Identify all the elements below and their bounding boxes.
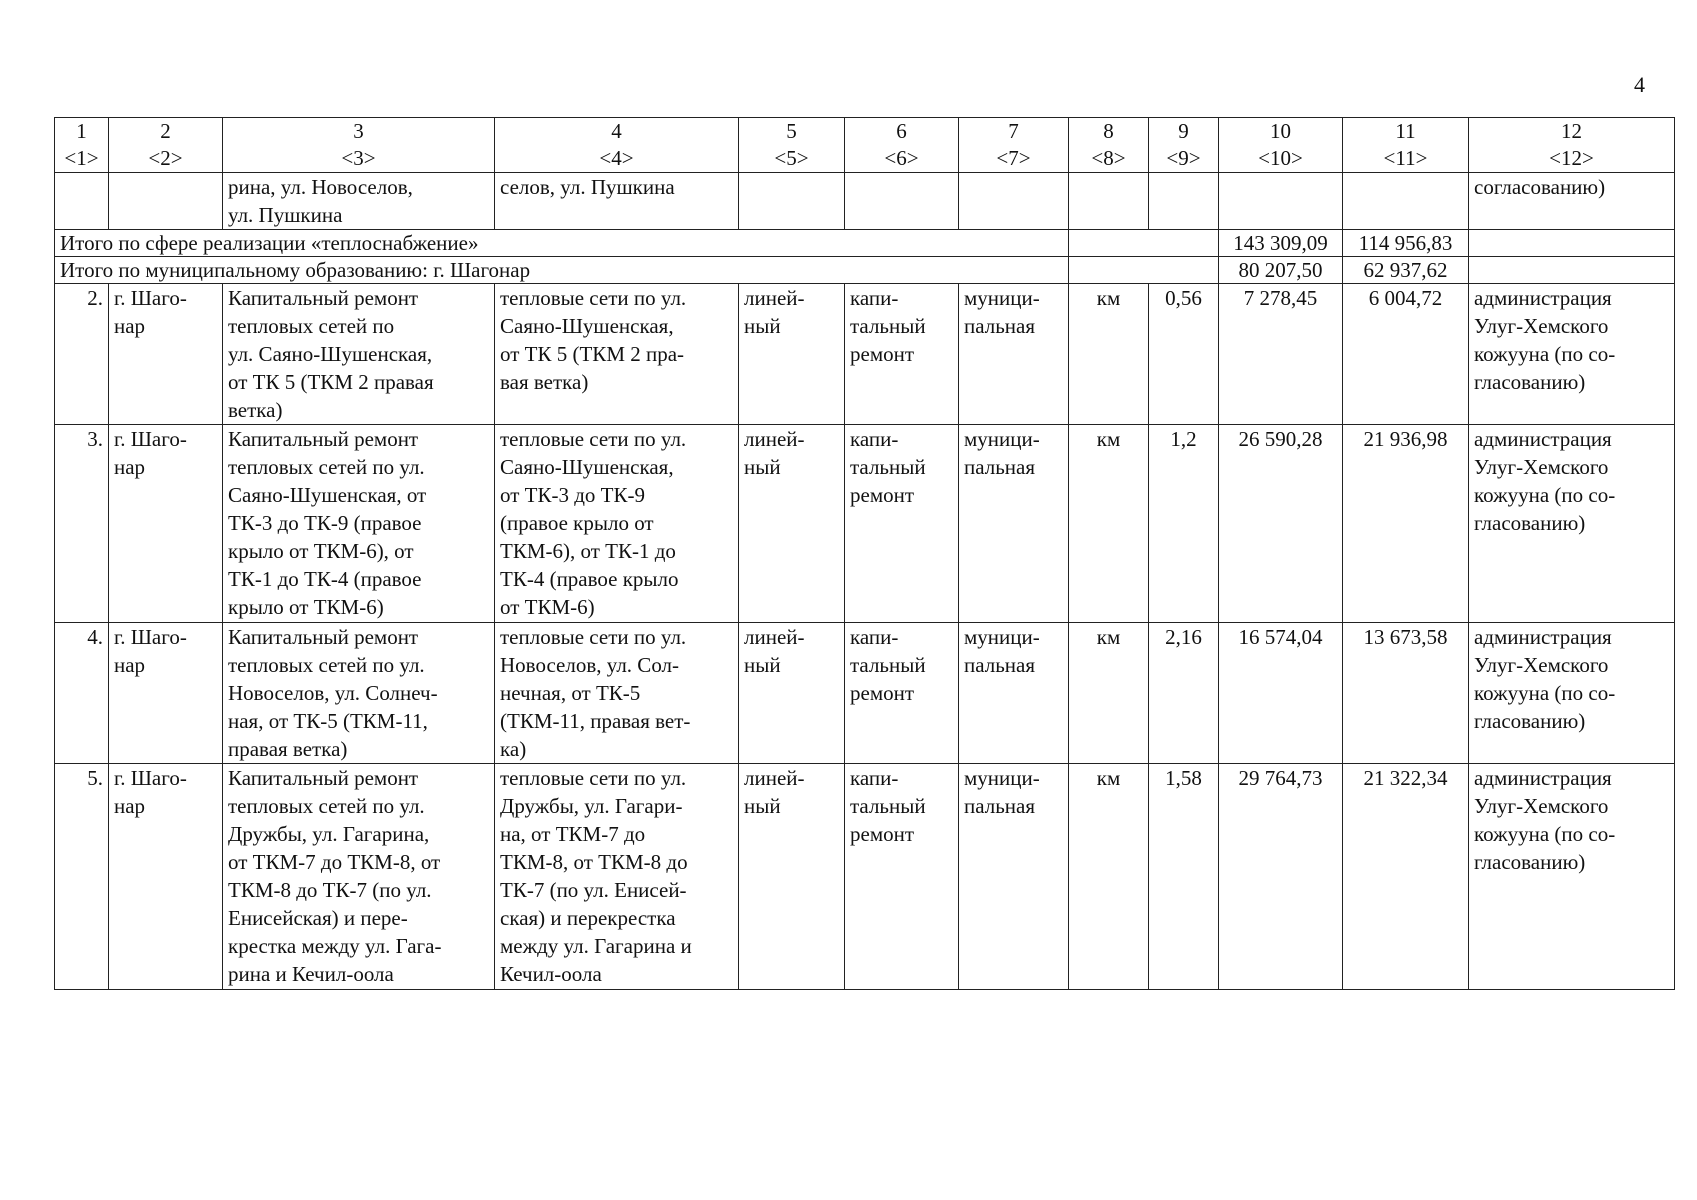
total-row-heat-supply (55, 230, 1675, 257)
total-empty (1069, 230, 1219, 257)
header-col-5: 5 <5> (739, 118, 845, 173)
cont-cell-1 (55, 173, 109, 230)
row-number: 5. (55, 764, 109, 990)
header-col-1: 1 <1> (55, 118, 109, 173)
row-work: капи- тальный ремонт (845, 425, 959, 623)
cont-cell-3: рина, ул. Новоселов, ул. Пушкина (223, 173, 495, 230)
total-empty-12 (1469, 230, 1675, 257)
header-col-8: 8 <8> (1069, 118, 1149, 173)
row-cost-10: 26 590,28 (1219, 425, 1343, 623)
table-row (55, 764, 1675, 990)
row-object: тепловые сети по ул. Саяно-Шушенская, от ТК 5 (ТКМ 2 пра- вая ветка) (495, 284, 739, 425)
row-name: Капитальный ремонт тепловых сетей по ул. Дружбы, ул. Гагарина, от ТКМ-7 до ТКМ-8, от ТКМ-8 до ТК-7 (по ул. Енисейская) и пере- крестка между ул. Гага- рина и Кечил-оола (223, 764, 495, 990)
continuation-row (55, 173, 1675, 230)
row-type: линей- ный (739, 764, 845, 990)
row-cost-10: 7 278,45 (1219, 284, 1343, 425)
header-col-3: 3 <3> (223, 118, 495, 173)
header-col-12: 12 <12> (1469, 118, 1675, 173)
total-empty (1069, 257, 1219, 284)
program-table (54, 117, 1675, 990)
total-value-10: 80 207,50 (1219, 257, 1343, 284)
cont-cell-10 (1219, 173, 1343, 230)
row-name: Капитальный ремонт тепловых сетей по ул. Новоселов, ул. Солнеч- ная, от ТК-5 (ТКМ-11, правая ветка) (223, 623, 495, 764)
row-object: тепловые сети по ул. Саяно-Шушенская, от ТК-3 до ТК-9 (правое крыло от ТКМ-6), от ТК-1 до ТК-4 (правое крыло от ТКМ-6) (495, 425, 739, 623)
cont-cell-12: согласованию) (1469, 173, 1675, 230)
header-col-4: 4 <4> (495, 118, 739, 173)
row-work: капи- тальный ремонт (845, 764, 959, 990)
cont-cell-8 (1069, 173, 1149, 230)
row-number: 4. (55, 623, 109, 764)
column-number-header-row (55, 118, 1675, 173)
row-quantity: 0,56 (1149, 284, 1219, 425)
row-ownership: муници- пальная (959, 764, 1069, 990)
table-row (55, 425, 1675, 623)
row-number: 2. (55, 284, 109, 425)
total-value-10: 143 309,09 (1219, 230, 1343, 257)
row-cost-11: 6 004,72 (1343, 284, 1469, 425)
row-type: линей- ный (739, 623, 845, 764)
header-col-6: 6 <6> (845, 118, 959, 173)
row-type: линей- ный (739, 425, 845, 623)
row-unit: км (1069, 425, 1149, 623)
row-ownership: муници- пальная (959, 284, 1069, 425)
row-work: капи- тальный ремонт (845, 623, 959, 764)
row-cost-11: 21 322,34 (1343, 764, 1469, 990)
header-col-7: 7 <7> (959, 118, 1069, 173)
cont-cell-6 (845, 173, 959, 230)
table-row (55, 284, 1675, 425)
row-cost-11: 21 936,98 (1343, 425, 1469, 623)
cont-cell-4: селов, ул. Пушкина (495, 173, 739, 230)
row-responsible: администрация Улуг-Хемского кожууна (по со- гласованию) (1469, 623, 1675, 764)
row-work: капи- тальный ремонт (845, 284, 959, 425)
row-quantity: 1,2 (1149, 425, 1219, 623)
row-name: Капитальный ремонт тепловых сетей по ул. Саяно-Шушенская, от ТК-3 до ТК-9 (правое крыло от ТКМ-6), от ТК-1 до ТК-4 (правое крыло от ТКМ-6) (223, 425, 495, 623)
header-col-11: 11 <11> (1343, 118, 1469, 173)
row-place: г. Шаго- нар (109, 764, 223, 990)
row-place: г. Шаго- нар (109, 425, 223, 623)
row-cost-10: 16 574,04 (1219, 623, 1343, 764)
cont-cell-2 (109, 173, 223, 230)
total-value-11: 114 956,83 (1343, 230, 1469, 257)
header-col-9: 9 <9> (1149, 118, 1219, 173)
cont-cell-7 (959, 173, 1069, 230)
row-name: Капитальный ремонт тепловых сетей по ул. Саяно-Шушенская, от ТК 5 (ТКМ 2 правая ветка) (223, 284, 495, 425)
row-responsible: администрация Улуг-Хемского кожууна (по со- гласованию) (1469, 284, 1675, 425)
cont-cell-5 (739, 173, 845, 230)
row-object: тепловые сети по ул. Новоселов, ул. Сол- нечная, от ТК-5 (ТКМ-11, правая вет- ка) (495, 623, 739, 764)
table-row (55, 623, 1675, 764)
row-unit: км (1069, 284, 1149, 425)
row-responsible: администрация Улуг-Хемского кожууна (по со- гласованию) (1469, 764, 1675, 990)
cont-cell-9 (1149, 173, 1219, 230)
row-unit: км (1069, 623, 1149, 764)
row-object: тепловые сети по ул. Дружбы, ул. Гагари- на, от ТКМ-7 до ТКМ-8, от ТКМ-8 до ТК-7 (по ул. Енисей- ская) и перекрестка между ул. Гагарина и Кечил-оола (495, 764, 739, 990)
cont-cell-11 (1343, 173, 1469, 230)
row-number: 3. (55, 425, 109, 623)
row-ownership: муници- пальная (959, 425, 1069, 623)
row-place: г. Шаго- нар (109, 284, 223, 425)
total-empty-12 (1469, 257, 1675, 284)
row-ownership: муници- пальная (959, 623, 1069, 764)
total-value-11: 62 937,62 (1343, 257, 1469, 284)
row-responsible: администрация Улуг-Хемского кожууна (по со- гласованию) (1469, 425, 1675, 623)
page-number: 4 (1634, 72, 1645, 97)
row-type: линей- ный (739, 284, 845, 425)
row-quantity: 2,16 (1149, 623, 1219, 764)
row-cost-10: 29 764,73 (1219, 764, 1343, 990)
header-col-10: 10 <10> (1219, 118, 1343, 173)
row-quantity: 1,58 (1149, 764, 1219, 990)
total-label: Итого по муниципальному образованию: г. Шагонар (55, 257, 1069, 284)
row-unit: км (1069, 764, 1149, 990)
row-cost-11: 13 673,58 (1343, 623, 1469, 764)
total-label: Итого по сфере реализации «теплоснабжение» (55, 230, 1069, 257)
row-place: г. Шаго- нар (109, 623, 223, 764)
total-row-municipality (55, 257, 1675, 284)
header-col-2: 2 <2> (109, 118, 223, 173)
